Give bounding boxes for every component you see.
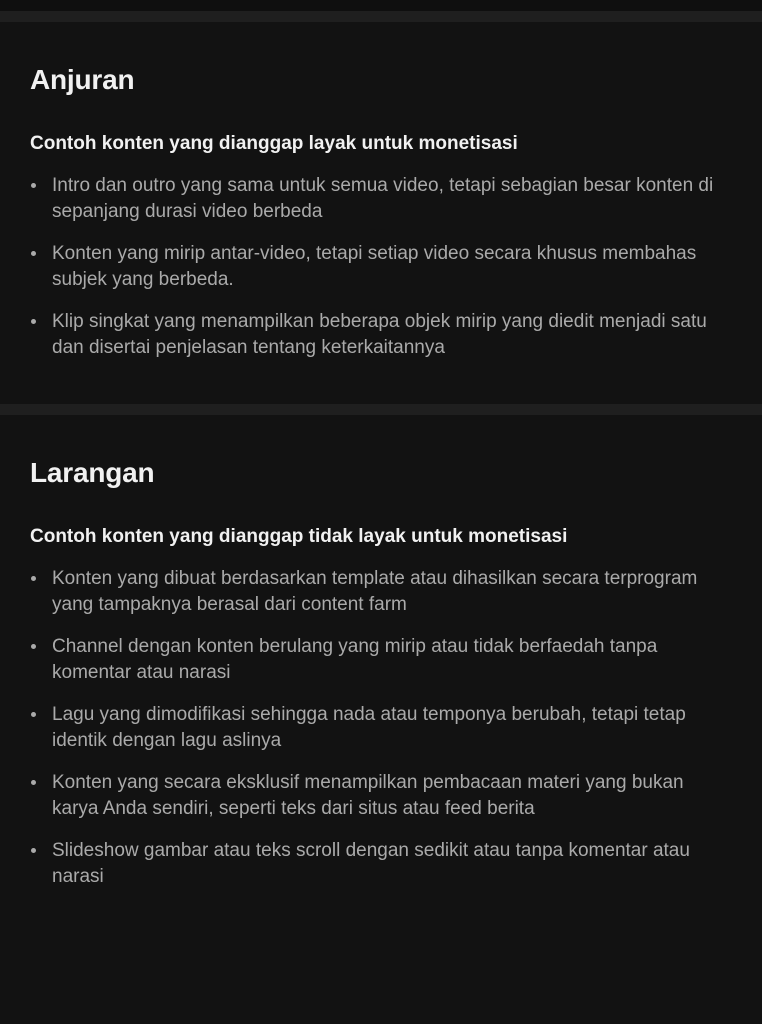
anjuran-list-item bbox=[30, 173, 730, 225]
bullet-icon bbox=[31, 576, 36, 581]
anjuran-list-item bbox=[30, 241, 730, 293]
anjuran-list bbox=[30, 173, 730, 377]
top-divider bbox=[0, 11, 762, 22]
bullet-icon bbox=[31, 780, 36, 785]
anjuran-item-text: Intro dan outro yang sama untuk semua video, tetapi sebagian besar konten di sepanjang durasi video berbeda bbox=[52, 175, 714, 222]
larangan-list-item bbox=[30, 838, 730, 890]
larangan-list-item bbox=[30, 702, 730, 754]
bullet-icon bbox=[31, 712, 36, 717]
section-divider bbox=[0, 404, 762, 415]
bullet-icon bbox=[31, 644, 36, 649]
bullet-icon bbox=[31, 848, 36, 853]
larangan-title: Larangan bbox=[30, 457, 155, 488]
anjuran-item-text: Konten yang mirip antar-video, tetapi setiap video secara khusus membahas subjek yang berbeda. bbox=[52, 243, 697, 290]
bullet-icon bbox=[31, 183, 36, 188]
larangan-list-item bbox=[30, 634, 730, 686]
anjuran-title: Anjuran bbox=[30, 64, 135, 95]
anjuran-subtitle: Contoh konten yang dianggap layak untuk monetisasi bbox=[30, 133, 518, 154]
anjuran-section bbox=[0, 22, 762, 404]
bullet-icon bbox=[31, 251, 36, 256]
larangan-item-text: Konten yang secara eksklusif menampilkan pembacaan materi yang bukan karya Anda sendiri, seperti teks dari situs atau feed berita bbox=[52, 772, 684, 819]
larangan-list-item bbox=[30, 770, 730, 822]
larangan-item-text: Konten yang dibuat berdasarkan template atau dihasilkan secara terprogram yang tampaknya berasal dari content farm bbox=[52, 568, 698, 615]
anjuran-item-text: Klip singkat yang menampilkan beberapa objek mirip yang diedit menjadi satu dan disertai penjelasan tentang keterkaitannya bbox=[52, 311, 707, 358]
larangan-item-text: Slideshow gambar atau teks scroll dengan sedikit atau tanpa komentar atau narasi bbox=[52, 840, 690, 887]
larangan-section bbox=[0, 415, 762, 1024]
larangan-subtitle: Contoh konten yang dianggap tidak layak untuk monetisasi bbox=[30, 526, 568, 547]
larangan-list-item bbox=[30, 566, 730, 618]
bullet-icon bbox=[31, 319, 36, 324]
anjuran-list-item bbox=[30, 309, 730, 361]
larangan-item-text: Lagu yang dimodifikasi sehingga nada atau temponya berubah, tetapi tetap identik dengan lagu aslinya bbox=[52, 704, 686, 751]
larangan-item-text: Channel dengan konten berulang yang mirip atau tidak berfaedah tanpa komentar atau narasi bbox=[52, 636, 658, 683]
larangan-list bbox=[30, 566, 730, 906]
